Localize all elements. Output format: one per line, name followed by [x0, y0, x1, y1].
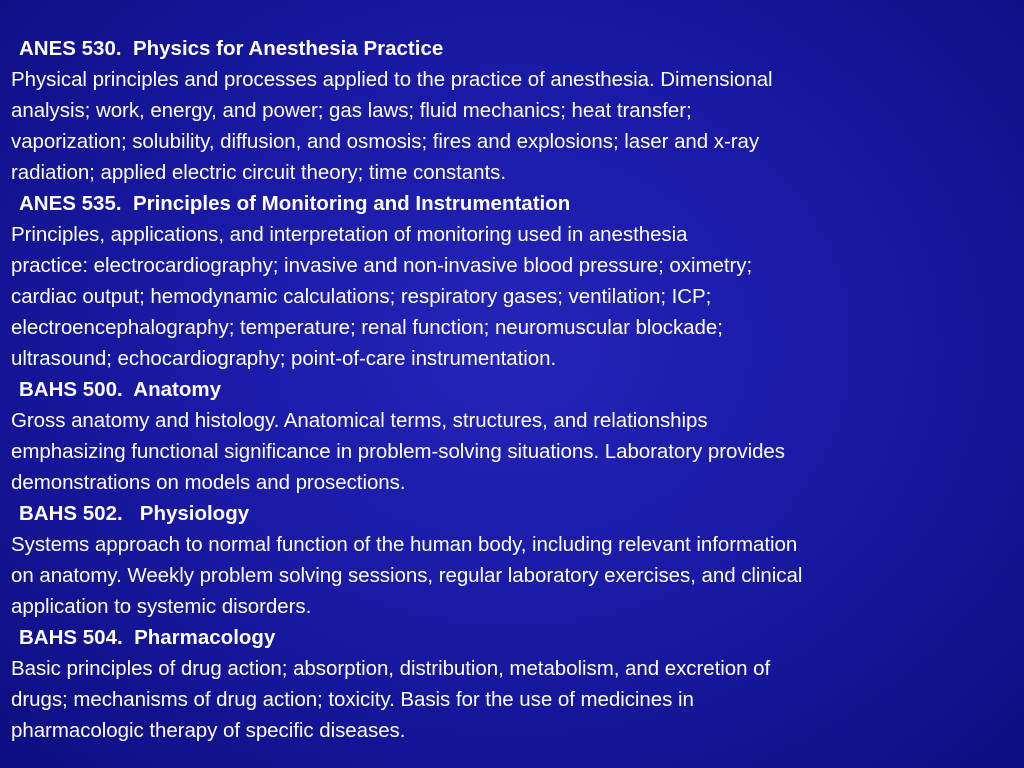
course-description — [11, 529, 1016, 622]
course-list — [11, 33, 1016, 746]
course-anes-530 — [11, 33, 1016, 188]
description-line: emphasizing functional significance in problem-solving situations. Laboratory provides — [11, 440, 785, 463]
description-line: Basic principles of drug action; absorption, distribution, metabolism, and excretion of — [11, 657, 771, 680]
description-line: drugs; mechanisms of drug action; toxicity. Basis for the use of medicines in — [11, 688, 694, 711]
course-anes-535 — [11, 188, 1016, 374]
course-title: BAHS 502. Physiology — [19, 502, 250, 525]
description-line: pharmacologic therapy of specific diseases. — [11, 719, 406, 742]
description-line: radiation; applied electric circuit theory; time constants. — [11, 161, 506, 184]
course-title: BAHS 500. Anatomy — [19, 378, 222, 401]
description-line: ultrasound; echocardiography; point-of-care instrumentation. — [11, 347, 557, 370]
description-line: application to systemic disorders. — [11, 595, 312, 618]
course-title: BAHS 504. Pharmacology — [19, 626, 276, 649]
course-description — [11, 219, 1016, 374]
description-line: practice: electrocardiography; invasive and non-invasive blood pressure; oximetry; — [11, 254, 753, 277]
course-bahs-502 — [11, 498, 1016, 622]
course-bahs-500 — [11, 374, 1016, 498]
description-line: cardiac output; hemodynamic calculations; respiratory gases; ventilation; ICP; — [11, 285, 712, 308]
description-line: Systems approach to normal function of the human body, including relevant information — [11, 533, 798, 556]
course-title: ANES 535. Principles of Monitoring and Instrumentation — [19, 192, 571, 215]
description-line: electroencephalography; temperature; renal function; neuromuscular blockade; — [11, 316, 723, 339]
description-line: Principles, applications, and interpretation of monitoring used in anesthesia — [11, 223, 688, 246]
description-line: analysis; work, energy, and power; gas laws; fluid mechanics; heat transfer; — [11, 99, 692, 122]
description-line: Gross anatomy and histology. Anatomical terms, structures, and relationships — [11, 409, 708, 432]
description-line: demonstrations on models and prosections. — [11, 471, 406, 494]
course-description — [11, 653, 1016, 746]
description-line: on anatomy. Weekly problem solving sessions, regular laboratory exercises, and clinical — [11, 564, 803, 587]
course-title: ANES 530. Physics for Anesthesia Practice — [19, 37, 444, 60]
course-bahs-504 — [11, 622, 1016, 746]
course-description — [11, 64, 1016, 188]
course-description — [11, 405, 1016, 498]
description-line: Physical principles and processes applied to the practice of anesthesia. Dimensional — [11, 68, 773, 91]
description-line: vaporization; solubility, diffusion, and osmosis; fires and explosions; laser and x-ray — [11, 130, 760, 153]
